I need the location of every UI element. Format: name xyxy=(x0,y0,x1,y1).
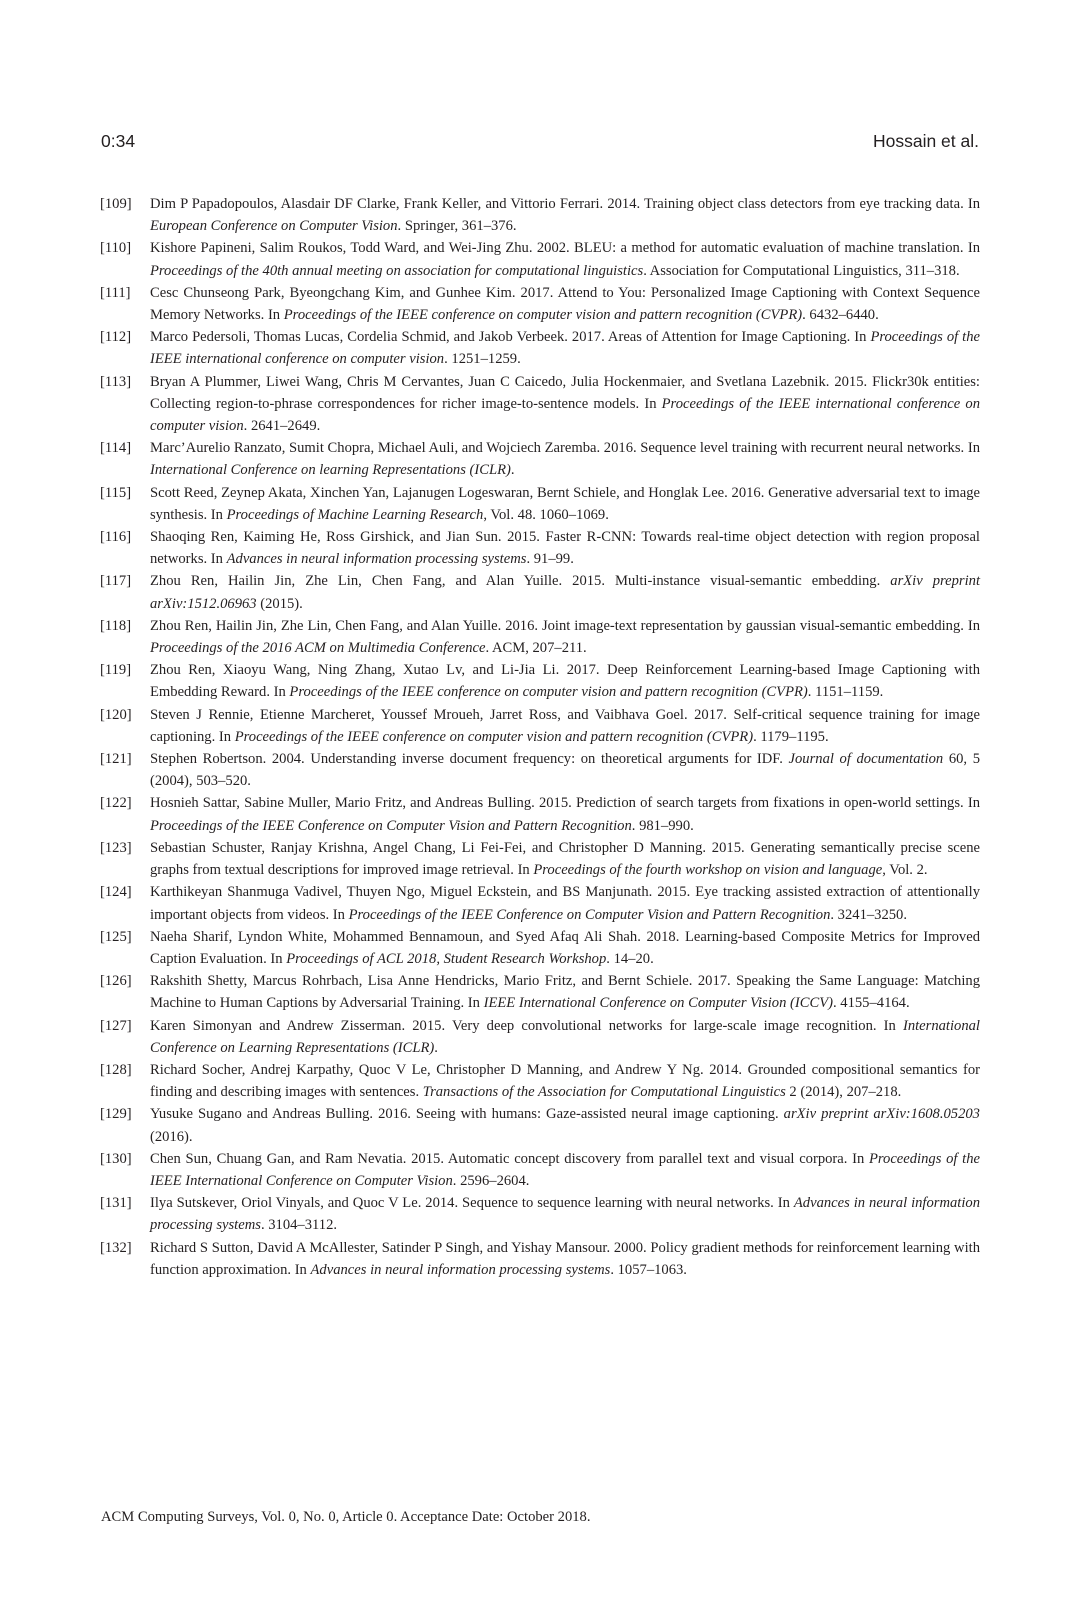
reference-venue: Advances in neural information processing systems xyxy=(310,1261,611,1278)
reference-authors-title: Karen Simonyan and Andrew Zisserman. 2015. Very deep convolutional networks for large-scale image recognition. In xyxy=(150,1017,903,1034)
reference-details: . 981–990. xyxy=(631,817,694,834)
reference-details: . 14–20. xyxy=(606,950,654,967)
reference-text xyxy=(150,1103,980,1147)
reference-details: . 1251–1259. xyxy=(444,351,521,368)
reference-authors-title: Stephen Robertson. 2004. Understanding inverse document frequency: on theoretical arguments for IDF. xyxy=(150,751,789,768)
reference-venue: Proceedings of the IEEE international conference on computer vision xyxy=(150,329,980,368)
reference-entry xyxy=(100,659,980,703)
reference-venue: Journal of documentation xyxy=(788,751,944,768)
reference-authors-title: Zhou Ren, Hailin Jin, Zhe Lin, Chen Fang, and Alan Yuille. 2015. Multi-instance visual-semantic embedding. xyxy=(150,573,891,590)
reference-text xyxy=(150,570,980,614)
reference-entry xyxy=(100,193,980,237)
reference-number: [130] xyxy=(100,1150,132,1167)
reference-authors-title: Chen Sun, Chuang Gan, and Ram Nevatia. 2015. Automatic concept discovery from parallel text and visual corpora. In xyxy=(150,1150,869,1167)
reference-number: [117] xyxy=(100,573,132,590)
reference-venue: arXiv preprint arXiv:1608.05203 xyxy=(783,1106,980,1123)
reference-entry xyxy=(100,1015,980,1059)
reference-text xyxy=(150,326,980,370)
reference-venue: Proceedings of ACL 2018, Student Research Workshop xyxy=(286,950,607,967)
reference-authors-title: Dim P Papadopoulos, Alasdair DF Clarke, Frank Keller, and Vittorio Ferrari. 2014. Training object class detectors from eye tracking data. In xyxy=(150,196,980,212)
reference-venue: Transactions of the Association for Computational Linguistics xyxy=(422,1084,786,1101)
reference-text xyxy=(150,926,980,970)
reference-venue: Proceedings of the IEEE conference on computer vision and pattern recognition (CVPR) xyxy=(289,684,808,701)
reference-number: [113] xyxy=(100,373,132,390)
reference-authors-title: Sebastian Schuster, Ranjay Krishna, Angel Chang, Li Fei-Fei, and Christopher D Manning. 2015. Generating semantically precise scene graphs from textual descriptions for improved image retrieval. In xyxy=(150,839,980,879)
reference-text xyxy=(150,482,980,526)
reference-venue: Proceedings of the IEEE International Conference on Computer Vision xyxy=(150,1150,980,1189)
reference-venue: International Conference on learning Representations (ICLR) xyxy=(150,462,511,479)
reference-details: . ACM, 207–211. xyxy=(485,640,587,657)
reference-details: . 4155–4164. xyxy=(832,995,910,1012)
reference-entry xyxy=(100,1148,980,1192)
reference-authors-title: Bryan A Plummer, Liwei Wang, Chris M Cervantes, Juan C Caicedo, Julia Hockenmaier, and Svetlana Lazebnik. 2015. Flickr30k entities: Collecting region-to-phrase correspondences for richer image-to-sentence models. In xyxy=(150,373,980,412)
reference-authors-title: Scott Reed, Zeynep Akata, Xinchen Yan, Lajanugen Logeswaran, Bernt Schiele, and Honglak Lee. 2016. Generative adversarial text to image synthesis. In xyxy=(150,484,980,523)
reference-text xyxy=(150,659,980,703)
reference-authors-title: Naeha Sharif, Lyndon White, Mohammed Bennamoun, and Syed Afaq Ali Shah. 2018. Learning-based Composite Metrics for Improved Caption Evaluation. In xyxy=(150,928,980,967)
reference-authors-title: Steven J Rennie, Etienne Marcheret, Youssef Mroueh, Jarret Ross, and Vaibhava Goel. 2017. Self-critical sequence training for image captioning. In xyxy=(150,706,980,745)
reference-details: . 2596–2604. xyxy=(452,1172,530,1189)
reference-entry xyxy=(100,1103,980,1147)
journal-footer: ACM Computing Surveys, Vol. 0, No. 0, Article 0. Acceptance Date: October 2018. xyxy=(101,1509,591,1525)
reference-authors-title: Kishore Papineni, Salim Roukos, Todd Ward, and Wei-Jing Zhu. 2002. BLEU: a method for automatic evaluation of machine translation. In xyxy=(150,240,980,257)
reference-details: (2015). xyxy=(256,595,303,612)
reference-venue: Proceedings of the IEEE conference on computer vision and pattern recognition (CVPR) xyxy=(283,307,803,324)
reference-text xyxy=(150,193,980,237)
reference-entry xyxy=(100,704,980,748)
reference-venue: Proceedings of the fourth workshop on vision and language xyxy=(533,862,883,879)
reference-number: [112] xyxy=(100,329,132,346)
reference-number: [109] xyxy=(100,196,132,212)
reference-venue: Proceedings of the IEEE Conference on Computer Vision and Pattern Recognition xyxy=(348,906,831,923)
reference-venue: Proceedings of Machine Learning Research xyxy=(226,506,484,523)
reference-text xyxy=(150,1015,980,1059)
reference-details: 2 (2014), 207–218. xyxy=(785,1084,902,1101)
reference-number: [120] xyxy=(100,706,132,723)
reference-details: , Vol. 48. 1060–1069. xyxy=(483,506,609,523)
reference-authors-title: Karthikeyan Shanmuga Vadivel, Thuyen Ngo, Miguel Eckstein, and BS Manjunath. 2015. Eye tracking assisted extraction of attentionally important objects from videos. In xyxy=(150,884,980,923)
reference-entry xyxy=(100,237,980,281)
reference-venue: Advances in neural information processing systems xyxy=(226,551,527,568)
reference-number: [121] xyxy=(100,751,132,768)
reference-entry xyxy=(100,926,980,970)
reference-number: [114] xyxy=(100,440,132,457)
reference-authors-title: Ilya Sutskever, Oriol Vinyals, and Quoc V Le. 2014. Sequence to sequence learning with neural networks. In xyxy=(150,1195,794,1212)
reference-text xyxy=(150,792,980,836)
reference-entry xyxy=(100,526,980,570)
running-head-authors: Hossain et al. xyxy=(872,131,979,151)
reference-number: [119] xyxy=(100,662,132,679)
reference-authors-title: Marco Pedersoli, Thomas Lucas, Cordelia Schmid, and Jakob Verbeek. 2017. Areas of Attention for Image Captioning. In xyxy=(150,329,871,346)
reference-text xyxy=(150,237,980,281)
reference-details: . Springer, 361–376. xyxy=(397,218,517,235)
reference-entry xyxy=(100,437,980,481)
reference-text xyxy=(150,526,980,570)
reference-text xyxy=(150,1059,980,1103)
reference-number: [124] xyxy=(100,884,132,901)
reference-entry xyxy=(100,482,980,526)
reference-number: [118] xyxy=(100,617,132,634)
reference-number: [126] xyxy=(100,973,132,990)
reference-entry xyxy=(100,326,980,370)
reference-entry xyxy=(100,1237,980,1281)
reference-entry xyxy=(100,282,980,326)
reference-text xyxy=(150,970,980,1014)
reference-text xyxy=(150,615,980,659)
reference-text xyxy=(150,881,980,925)
reference-authors-title: Zhou Ren, Xiaoyu Wang, Ning Zhang, Xutao Lv, and Li-Jia Li. 2017. Deep Reinforcement Learning-based Image Captioning with Embedding Reward. In xyxy=(150,662,980,701)
reference-venue: Proceedings of the 2016 ACM on Multimedia Conference xyxy=(150,640,486,657)
reference-number: [122] xyxy=(100,795,132,812)
reference-details: . xyxy=(510,462,515,479)
reference-text xyxy=(150,282,980,326)
reference-details: 60, 5 (2004), 503–520. xyxy=(150,751,980,790)
reference-details: . 3104–3112. xyxy=(260,1217,338,1234)
reference-text xyxy=(150,1148,980,1192)
reference-authors-title: Rakshith Shetty, Marcus Rohrbach, Lisa Anne Hendricks, Mario Fritz, and Bernt Schiele. 2017. Speaking the Same Language: Matching Machine to Human Captions by Adversarial Training. In xyxy=(150,973,980,1012)
reference-venue: Advances in neural information processing systems xyxy=(150,1195,980,1234)
reference-number: [128] xyxy=(100,1061,132,1078)
reference-details: . 1151–1159. xyxy=(807,684,884,701)
reference-text xyxy=(150,837,980,881)
reference-authors-title: Richard S Sutton, David A McAllester, Satinder P Singh, and Yishay Mansour. 2000. Policy gradient methods for reinforcement learning with function approximation. In xyxy=(150,1239,980,1278)
reference-text xyxy=(150,1237,980,1281)
reference-authors-title: Shaoqing Ren, Kaiming He, Ross Girshick, and Jian Sun. 2015. Faster R-CNN: Towards real-time object detection with region proposal networks. In xyxy=(150,529,980,568)
reference-venue: arXiv preprint arXiv:1512.06963 xyxy=(150,573,980,612)
reference-text xyxy=(150,748,980,792)
reference-details: . 6432–6440. xyxy=(802,307,879,324)
reference-authors-title: Yusuke Sugano and Andreas Bulling. 2016. Seeing with humans: Gaze-assisted neural image captioning. xyxy=(150,1106,784,1123)
reference-details: . 3241–3250. xyxy=(830,906,907,923)
reference-entry xyxy=(100,881,980,925)
reference-number: [129] xyxy=(100,1106,132,1123)
reference-authors-title: Hosnieh Sattar, Sabine Muller, Mario Fritz, and Andreas Bulling. 2015. Prediction of search targets from fixations in open-world settings. In xyxy=(150,795,980,812)
reference-entry xyxy=(100,615,980,659)
reference-entry xyxy=(100,1192,980,1236)
reference-number: [123] xyxy=(100,839,132,856)
reference-venue: Proceedings of the IEEE conference on computer vision and pattern recognition (CVPR) xyxy=(234,728,754,745)
reference-number: [111] xyxy=(100,284,131,301)
reference-number: [127] xyxy=(100,1017,132,1034)
page-number: 0:34 xyxy=(101,131,136,151)
reference-text xyxy=(150,371,980,438)
reference-details: . 91–99. xyxy=(526,551,574,568)
reference-entry xyxy=(100,792,980,836)
reference-authors-title: Marc’Aurelio Ranzato, Sumit Chopra, Michael Auli, and Wojciech Zaremba. 2016. Sequence level training with recurrent neural networks. In xyxy=(150,440,980,457)
reference-entry xyxy=(100,371,980,438)
reference-entry xyxy=(100,837,980,881)
reference-authors-title: Richard Socher, Andrej Karpathy, Quoc V Le, Christopher D Manning, and Andrew Y Ng. 2014. Grounded compositional semantics for finding and describing images with sentences. xyxy=(150,1061,980,1101)
reference-number: [132] xyxy=(100,1239,132,1256)
reference-authors-title: Cesc Chunseong Park, Byeongchang Kim, and Gunhee Kim. 2017. Attend to You: Personalized Image Captioning with Context Sequence Memory Networks. In xyxy=(150,284,980,324)
reference-entry xyxy=(100,1059,980,1103)
reference-venue: Proceedings of the IEEE Conference on Computer Vision and Pattern Recognition xyxy=(150,817,632,834)
reference-number: [131] xyxy=(100,1195,132,1212)
reference-entry xyxy=(100,970,980,1014)
reference-number: [110] xyxy=(100,240,132,257)
reference-details: . 1179–1195. xyxy=(753,728,829,745)
reference-details: . Association for Computational Linguistics, 311–318. xyxy=(643,262,960,279)
reference-entry xyxy=(100,748,980,792)
reference-details: . xyxy=(434,1039,438,1056)
reference-number: [125] xyxy=(100,928,132,945)
reference-text xyxy=(150,1192,980,1236)
reference-details: . 1057–1063. xyxy=(610,1261,687,1278)
reference-venue: European Conference on Computer Vision xyxy=(150,218,398,235)
reference-details: (2016). xyxy=(150,1128,193,1145)
reference-number: [116] xyxy=(100,529,132,546)
reference-entry xyxy=(100,570,980,614)
reference-venue: IEEE International Conference on Computer Vision (ICCV) xyxy=(483,995,833,1012)
reference-text xyxy=(150,437,980,481)
reference-list xyxy=(100,193,980,1281)
reference-details: , Vol. 2. xyxy=(882,862,928,879)
reference-details: . 2641–2649. xyxy=(243,418,321,435)
reference-venue: Proceedings of the 40th annual meeting on association for computational linguistics xyxy=(150,262,644,279)
reference-authors-title: Zhou Ren, Hailin Jin, Zhe Lin, Chen Fang, and Alan Yuille. 2016. Joint image-text representation by gaussian visual-semantic embedding. In xyxy=(150,617,980,634)
reference-venue: Proceedings of the IEEE international conference on computer vision xyxy=(150,395,980,435)
reference-venue: International Conference on Learning Representations (ICLR) xyxy=(150,1017,980,1056)
reference-text xyxy=(150,704,980,748)
reference-number: [115] xyxy=(100,484,132,501)
